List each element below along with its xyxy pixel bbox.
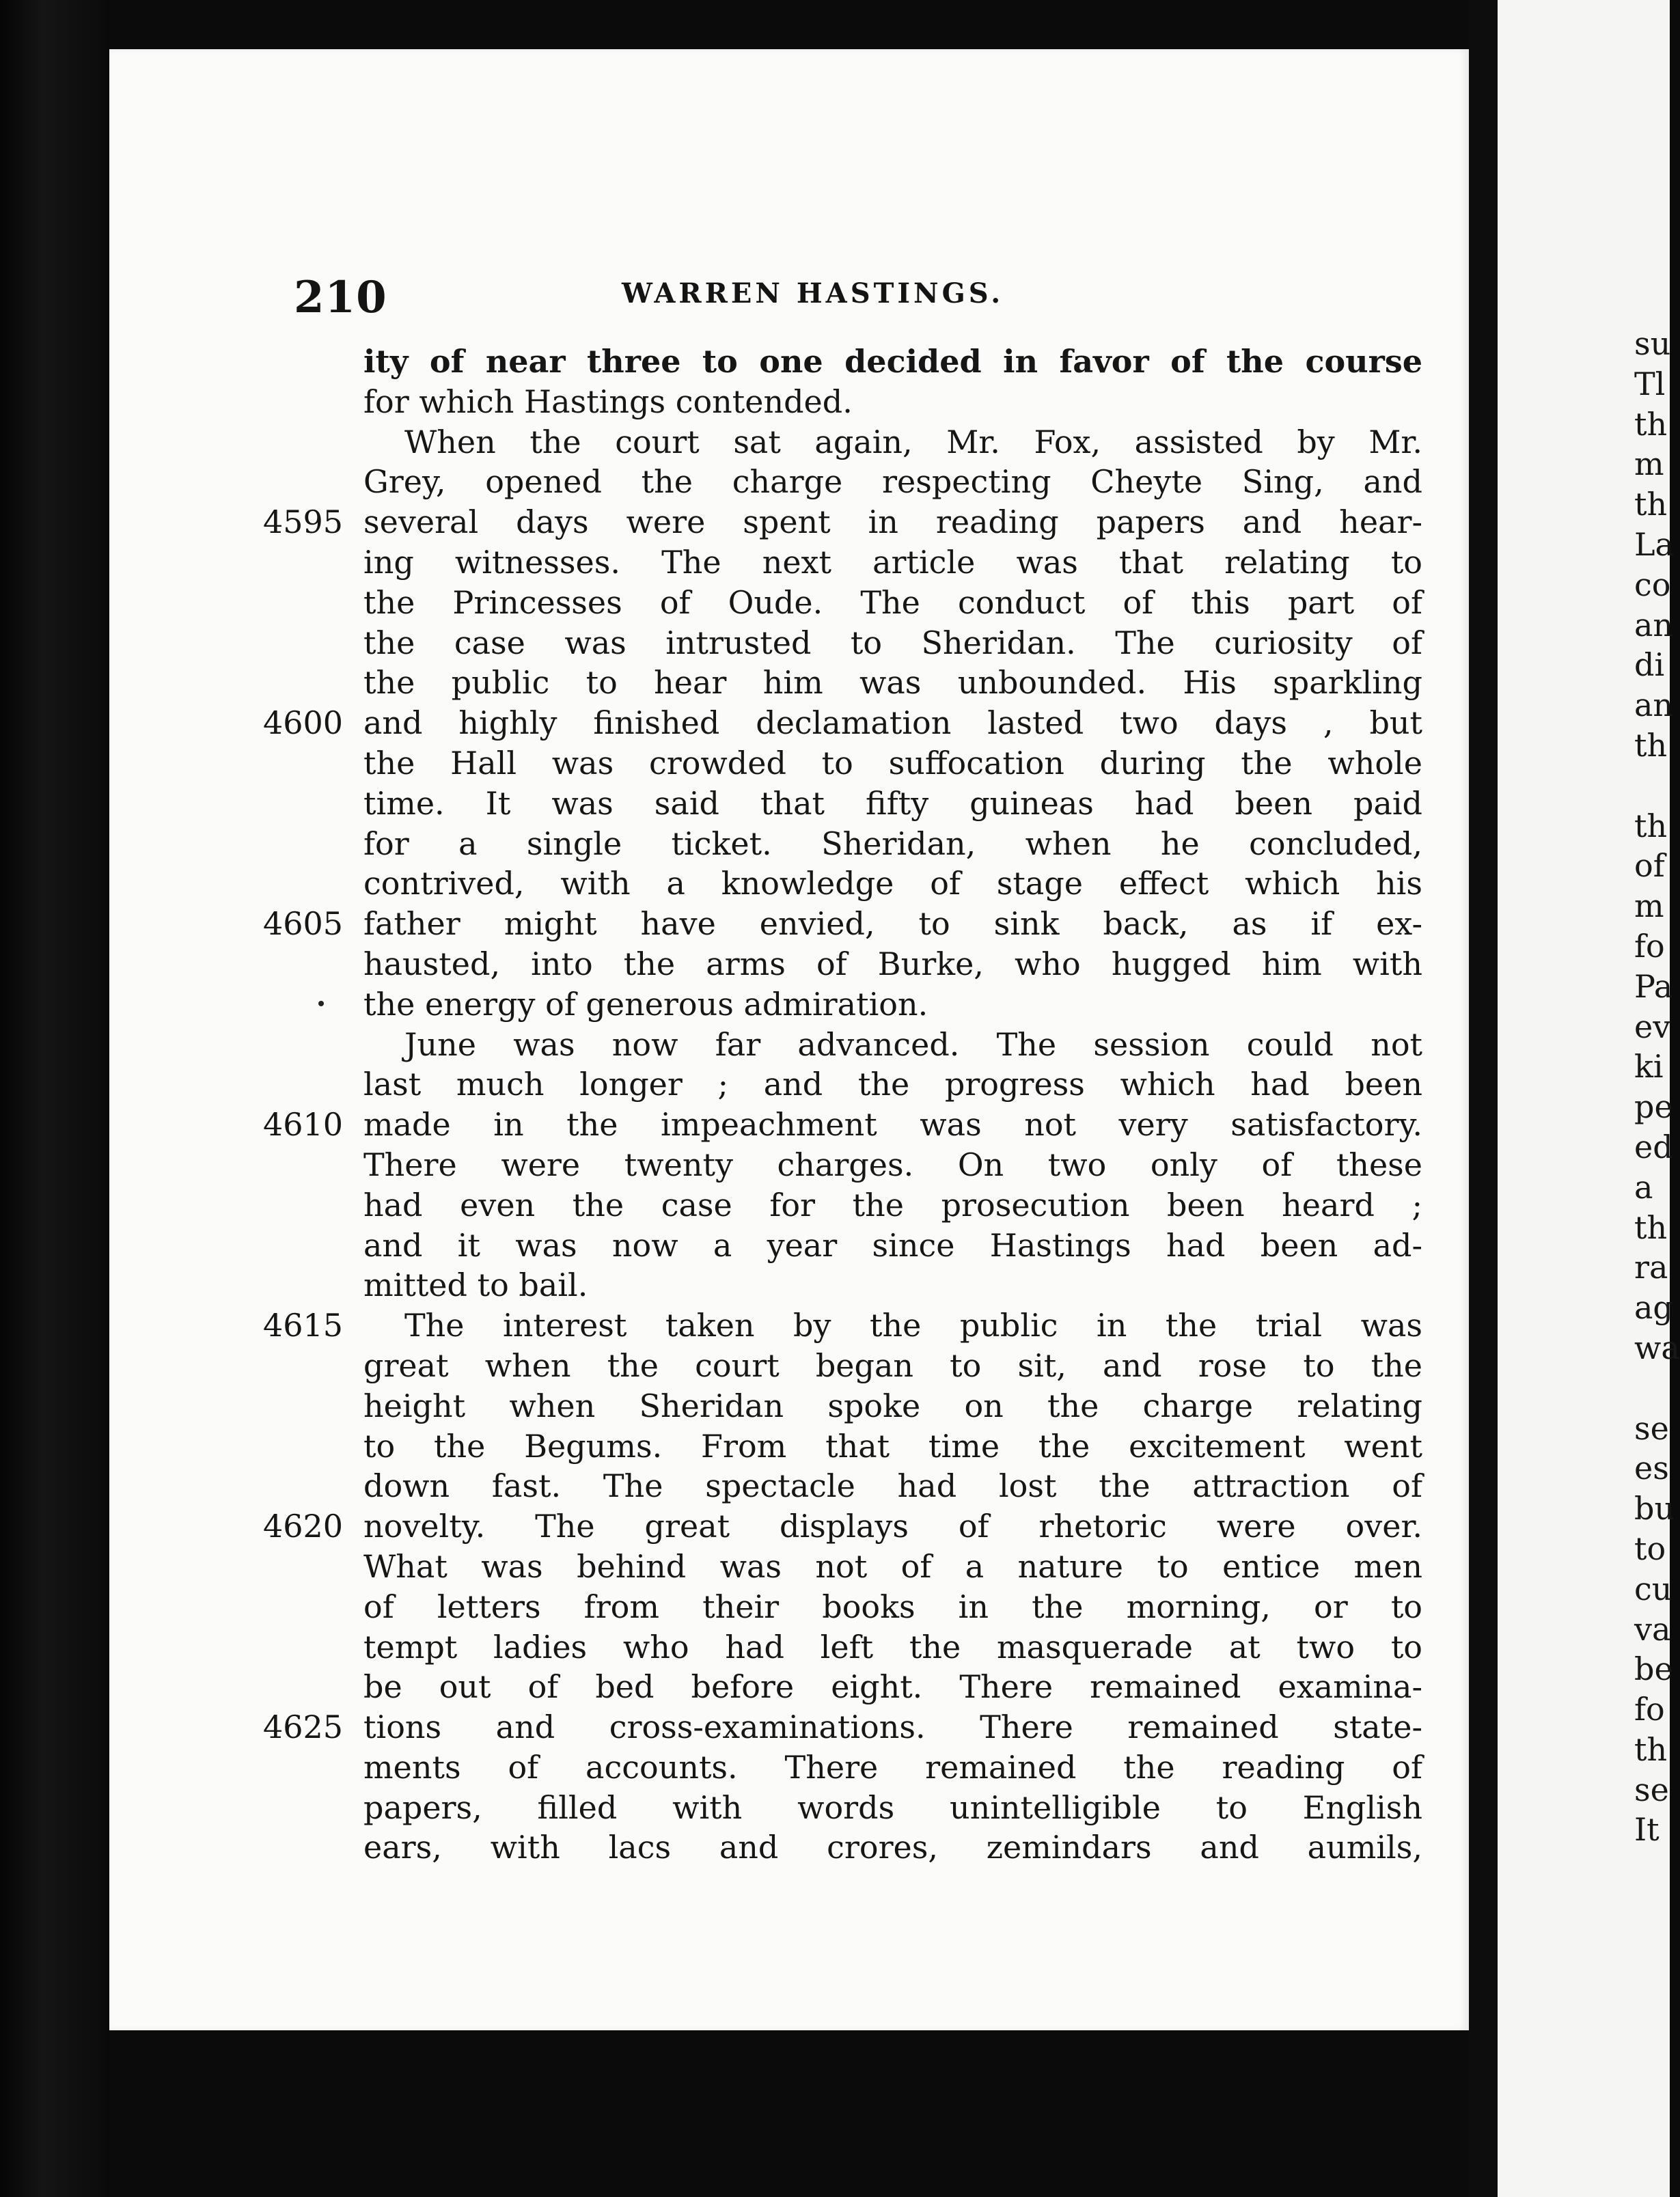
facing-page-fragment: di (1634, 646, 1665, 684)
facing-page-fragment: th (1634, 1208, 1668, 1246)
facing-page-fragment: to (1634, 1530, 1666, 1567)
facing-page-fragment: th (1634, 807, 1668, 844)
facing-page-fragment: cu (1634, 1570, 1672, 1607)
text-line (363, 1827, 1422, 1868)
text-line-content: made in the impeachment was not very satisfactory. (363, 1106, 1422, 1144)
text-line-content: papers, filled with words unintelligible to English (363, 1788, 1422, 1826)
facing-page-fragment: of (1634, 847, 1665, 885)
text-line-content: to the Begums. From that time the excitement went (363, 1427, 1422, 1465)
line-number: 4610 (263, 1106, 344, 1144)
facing-page-fragment: se (1634, 1771, 1669, 1808)
facing-page-fragment (1498, 1368, 1670, 1409)
facing-page-fragment: wa (1634, 1329, 1680, 1366)
facing-page-fragment: ki (1634, 1048, 1664, 1086)
text-line-content: the energy of generous admiration. (363, 985, 928, 1023)
text-line (363, 743, 1422, 784)
facing-page-fragment: th (1634, 486, 1668, 523)
scan-left-margin (0, 0, 109, 2197)
text-line-content: ity of near three to one decided in favor of the course (363, 343, 1422, 380)
text-line (363, 1627, 1422, 1668)
text-line (363, 1064, 1422, 1105)
text-line-content: the Princesses of Oude. The conduct of this part of (363, 583, 1422, 621)
text-line (363, 1426, 1422, 1467)
facing-page-fragment: th (1634, 1730, 1668, 1768)
text-line (363, 784, 1422, 824)
text-line (363, 1386, 1422, 1426)
text-line (363, 462, 1422, 502)
text-line-content: When the court sat again, Mr. Fox, assisted by Mr. (404, 423, 1422, 460)
book-title: WARREN HASTINGS. (622, 277, 1004, 309)
text-line-content: hausted, into the arms of Burke, who hugged him with (363, 945, 1422, 982)
running-head (109, 269, 1469, 324)
text-line (263, 1506, 1422, 1547)
left-page (109, 49, 1469, 2030)
text-line-content: Grey, opened the charge respecting Cheyte Sing, and (363, 463, 1422, 501)
text-line (263, 502, 1422, 542)
facing-page-fragment: be (1634, 1650, 1673, 1688)
book-gutter (1469, 0, 1498, 2197)
text-line-content: ments of accounts. There remained the reading of (363, 1748, 1422, 1786)
facing-page-fragment: ag (1634, 1289, 1673, 1327)
facing-page-fragment: an (1634, 687, 1674, 724)
text-line (363, 1185, 1422, 1226)
text-line (363, 863, 1422, 904)
text-line-content: novelty. The great displays of rhetoric were over. (363, 1508, 1422, 1545)
text-line (363, 382, 1422, 422)
text-line (363, 1747, 1422, 1788)
text-line-content: several days were spent in reading papers and hear- (363, 503, 1422, 541)
facing-page-fragment: ed (1634, 1128, 1673, 1165)
text-line-content: great when the court began to sit, and rose to the (363, 1346, 1422, 1384)
line-number: 4620 (263, 1508, 344, 1545)
facing-page-fragment: fo (1634, 927, 1665, 965)
facing-page-fragment: ra (1634, 1249, 1668, 1286)
text-line-content: father might have envied, to sink back, as if ex- (363, 905, 1422, 943)
text-line-content: What was behind was not of a nature to entice men (363, 1547, 1422, 1585)
line-number: 4605 (263, 905, 344, 943)
body-text (263, 342, 1422, 1868)
text-line-content: tions and cross-examinations. There remained state- (363, 1709, 1422, 1746)
text-line-content: and it was now a year since Hastings had been ad- (363, 1226, 1422, 1264)
scan-bottom-margin (109, 2030, 1469, 2197)
text-line-content: and highly finished declamation lasted two days , but (363, 704, 1422, 742)
text-line (363, 1346, 1422, 1386)
text-line-content: mitted to bail. (363, 1267, 588, 1304)
text-line (363, 1788, 1422, 1828)
line-number: 4625 (263, 1709, 344, 1746)
text-line-content: June was now far advanced. The session could not (404, 1025, 1422, 1063)
text-line (363, 1145, 1422, 1185)
text-line (363, 944, 1422, 984)
text-line-content: last much longer ; and the progress which had been (363, 1066, 1422, 1103)
text-line-content: be out of bed before eight. There remained examina- (363, 1668, 1422, 1706)
facing-page-fragment: pe (1634, 1088, 1673, 1126)
text-line-content: ears, with lacs and crores, zemindars and aumils, (363, 1829, 1422, 1866)
text-line-content: down fast. The spectacle had lost the attraction of (363, 1467, 1422, 1505)
facing-page-fragment: bu (1634, 1490, 1675, 1528)
text-line-content: time. It was said that fifty guineas had been paid (363, 784, 1422, 822)
facing-page-fragment: th (1634, 726, 1668, 764)
line-number: 4615 (263, 1307, 344, 1344)
text-line (363, 583, 1422, 623)
line-number: 4600 (263, 704, 344, 742)
text-line-content: had even the case for the prosecution been heard ; (363, 1186, 1422, 1224)
facing-page-text (1498, 324, 1680, 1850)
facing-page-fragment: fo (1634, 1691, 1665, 1728)
text-line-content: height when Sheridan spoke on the charge relating (363, 1387, 1422, 1424)
text-line (263, 1707, 1422, 1747)
text-line (263, 703, 1422, 743)
text-line-content: There were twenty charges. On two only of these (363, 1146, 1422, 1183)
facing-page-fragment: va (1634, 1610, 1671, 1648)
facing-page-fragment: ev (1634, 1008, 1671, 1045)
text-line (363, 1226, 1422, 1266)
facing-page-fragment: su (1634, 325, 1671, 362)
text-line (363, 1265, 1422, 1305)
facing-page-fragment: La (1634, 525, 1674, 563)
text-line (263, 1105, 1422, 1145)
text-line (363, 1587, 1422, 1627)
text-line-content: contrived, with a knowledge of stage effect which his (363, 865, 1422, 902)
facing-page-fragment: a (1634, 1168, 1653, 1206)
text-line (363, 623, 1422, 663)
facing-page-fragment: m (1634, 445, 1664, 483)
text-line-content: the public to hear him was unbounded. His sparkling (363, 664, 1422, 702)
text-line-content: tempt ladies who had left the masquerade at two to (363, 1628, 1422, 1666)
facing-page-edge (1498, 0, 1680, 2197)
ink-speck (318, 1001, 324, 1006)
text-line (363, 1667, 1422, 1707)
text-line (263, 904, 1422, 944)
text-line (363, 663, 1422, 703)
text-line (363, 1025, 1422, 1065)
facing-page-fragment: co (1634, 566, 1671, 603)
text-line (363, 542, 1422, 583)
facing-page-fragment: Pa (1634, 967, 1673, 1005)
page-number: 210 (294, 272, 387, 323)
text-line (363, 824, 1422, 864)
text-line-content: ing witnesses. The next article was that relating to (363, 543, 1422, 581)
text-line (263, 1305, 1422, 1346)
facing-page-fragment: es (1634, 1450, 1669, 1487)
facing-page-fragment: m (1634, 887, 1664, 925)
text-line (363, 342, 1422, 382)
text-line (363, 422, 1422, 462)
text-line-content: of letters from their books in the morning, or to (363, 1588, 1422, 1625)
line-number: 4595 (263, 503, 344, 541)
text-line-content: for a single ticket. Sheridan, when he concluded, (363, 825, 1422, 862)
facing-page-fragment: th (1634, 405, 1668, 443)
text-line (363, 1547, 1422, 1587)
text-line-content: The interest taken by the public in the trial was (404, 1307, 1422, 1344)
facing-page-fragment (1498, 766, 1670, 806)
facing-page-fragment: It (1634, 1811, 1660, 1849)
facing-page-fragment: Tl (1634, 365, 1666, 402)
text-line-content: the Hall was crowded to suffocation during the whole (363, 744, 1422, 782)
facing-page-fragment: se (1634, 1409, 1669, 1447)
text-line (363, 1466, 1422, 1506)
text-line (363, 984, 1422, 1025)
text-line-content: for which Hastings contended. (363, 383, 853, 420)
facing-page-fragment: an (1634, 606, 1674, 644)
text-line-content: the case was intrusted to Sheridan. The curiosity of (363, 624, 1422, 661)
